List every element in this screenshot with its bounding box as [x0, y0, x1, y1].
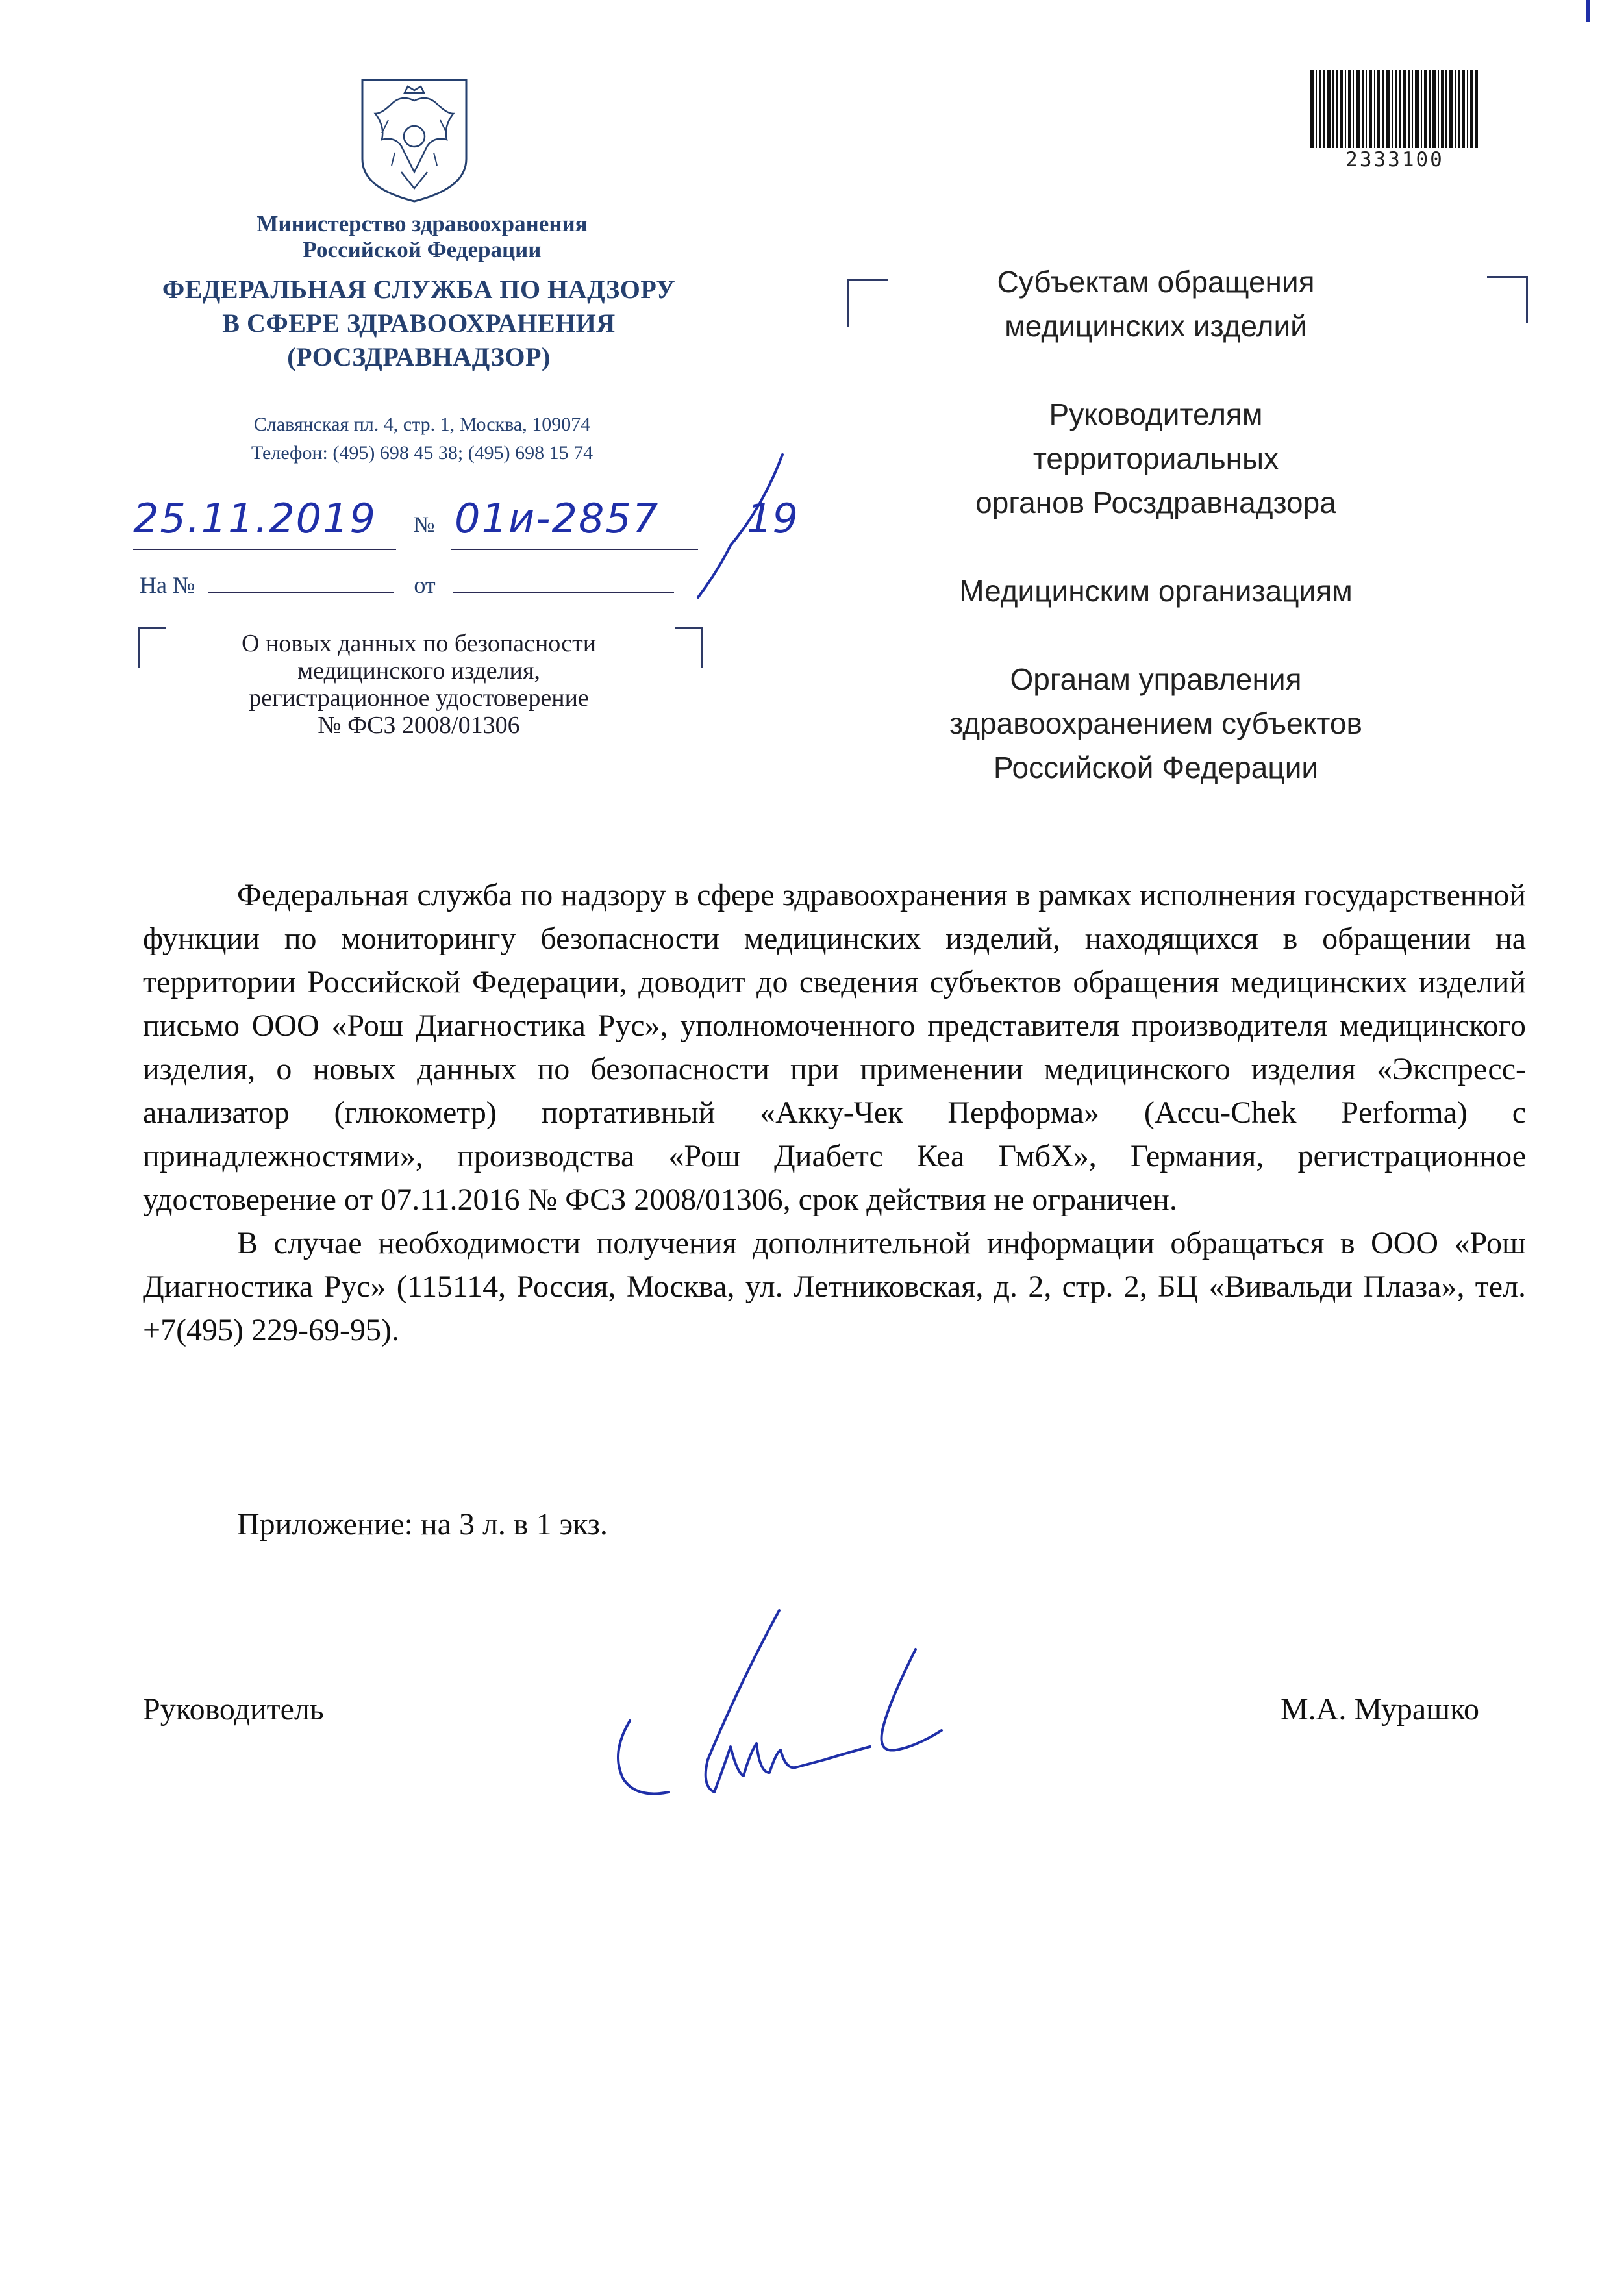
letter-subject — [143, 630, 695, 739]
ministry-name — [162, 211, 682, 263]
handwritten-number: 01и-2857 — [455, 495, 660, 542]
agency-line: (РОСЗДРАВНАДЗОР) — [287, 342, 551, 371]
addressee-line: Субъектам обращения — [997, 265, 1315, 299]
ministry-line: Министерство здравоохранения — [256, 211, 588, 236]
subject-line: О новых данных по безопасности — [241, 630, 597, 657]
letter-body — [143, 873, 1526, 1352]
addressee-line: Руководителям — [1049, 397, 1263, 431]
ministry-line: Российской Федерации — [303, 237, 542, 262]
reference-row — [140, 571, 674, 599]
agency-line: ФЕДЕРАЛЬНАЯ СЛУЖБА ПО НАДЗОРУ — [162, 275, 676, 304]
scan-edge-mark — [1584, 0, 1594, 26]
addressee-line: медицинских изделий — [1005, 309, 1307, 343]
body-paragraph: В случае необходимости получения дополнительной информации обращаться в ООО «Рош Диагностика Рус» (115114, Россия, Москва, ул. Летниковская, д. 2, стр. 2, БЦ «Вивальди Плаза», тел. +7(495) 229-69-95). — [143, 1226, 1526, 1347]
ref-from-label: от — [414, 572, 436, 598]
handwritten-signature — [610, 1597, 1000, 1844]
agency-address — [162, 410, 682, 468]
addressee-line: Медицинским организациям — [959, 574, 1353, 608]
date-underline — [133, 549, 396, 550]
subject-line: № ФСЗ 2008/01306 — [318, 712, 520, 739]
body-paragraph: Федеральная служба по надзору в сфере здравоохранения в рамках исполнения государственной функции по мониторингу безопасности медицинских изделий, находящихся в обращении на территории Российской Федерации, доводит до сведения субъектов обращения медицинских изделий письмо ООО «Рош Диагностика Рус», уполномоченного представителя производителя медицинского изделия, о новых данных по безопасности при применении медицинского изделия «Экспресс-анализатор (глюкометр) портативный «Акку-Чек Перформа» (Accu-Chek Performa) с принадлежностями», производства «Рош Диабетс Кеа ГмбХ», Германия, регистрационное удостоверение от 07.11.2016 № ФСЗ 2008/01306, срок действия не ограничен. — [143, 878, 1526, 1217]
address-line: Славянская пл. 4, стр. 1, Москва, 109074 — [253, 414, 591, 435]
number-underline — [451, 549, 698, 550]
signatory-role: Руководитель — [143, 1692, 324, 1727]
ref-date-blank — [453, 572, 674, 593]
subject-line: регистрационное удостоверение — [249, 684, 589, 712]
agency-name — [104, 273, 734, 374]
coat-of-arms-emblem — [356, 75, 473, 205]
number-sign: № — [414, 513, 435, 537]
handwritten-year: 19 — [747, 495, 798, 542]
addressee-list — [844, 260, 1468, 834]
addressee-group — [844, 260, 1468, 348]
agency-line: В СФЕРЕ ЗДРАВООХРАНЕНИЯ — [222, 308, 616, 338]
addressee-group — [844, 392, 1468, 525]
addressee-corner-right — [1487, 276, 1528, 323]
addressee-line: территориальных — [1032, 442, 1279, 475]
addressee-line: органов Росздравнадзора — [975, 486, 1336, 519]
ref-label: На № — [140, 572, 195, 598]
handwritten-date: 25.11.2019 — [133, 495, 377, 542]
ref-number-blank — [208, 572, 394, 593]
signatory-name: М.А. Мурашко — [1281, 1692, 1479, 1727]
subject-line: медицинского изделия, — [297, 657, 540, 684]
barcode-number: 2333100 — [1345, 148, 1444, 171]
addressee-group — [844, 657, 1468, 790]
phone-line: Телефон: (495) 698 45 38; (495) 698 15 74 — [251, 442, 594, 464]
appendix-note: Приложение: на 3 л. в 1 экз. — [237, 1507, 608, 1541]
addressee-group — [844, 569, 1468, 613]
addressee-line: Органам управления — [1010, 662, 1302, 696]
addressee-line: здравоохранением субъектов — [949, 706, 1362, 740]
addressee-line: Российской Федерации — [993, 751, 1319, 784]
barcode — [1310, 70, 1479, 148]
